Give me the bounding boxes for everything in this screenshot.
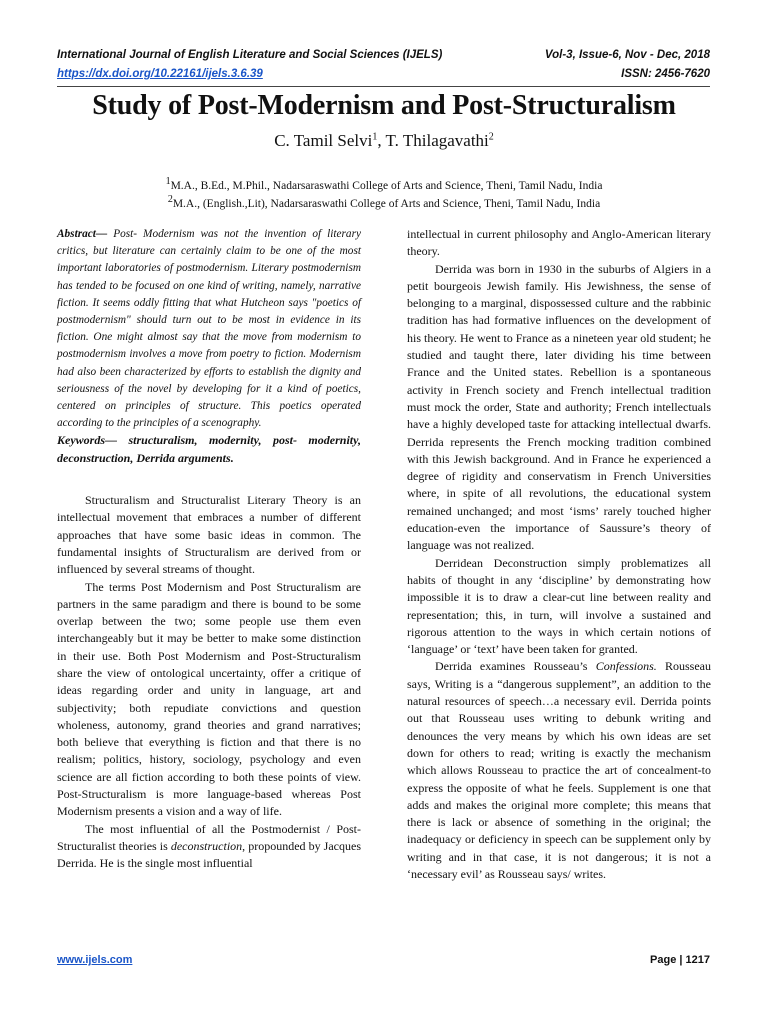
body-paragraph: Structuralism and Structuralist Literary Theory is an intellectual movement that embraces a number of different approaches that have some basic ideas in common. The fundamental insights of Structuralism are derived from or influenced by several streams of thought. (57, 493, 361, 577)
abstract (57, 226, 361, 432)
text-run: Derrida examines Rousseau’s (435, 659, 596, 674)
author-1-sup: 1 (372, 131, 378, 143)
header-rule (57, 86, 710, 87)
paper-title: Study of Post-Modernism and Post-Structuralism (92, 90, 676, 121)
text-run: The most influential of all the Postmodernist / Post-Structuralist theories is (57, 821, 361, 853)
page-number: Page | 1217 (650, 954, 710, 966)
right-column (407, 226, 711, 883)
text-run: , propounded by Jacques Derrida. He is the single most influential (57, 838, 361, 871)
website-link[interactable]: www.ijels.com (57, 954, 133, 966)
affiliation-2-text: M.A., (English.,Lit), Nadarsaraswathi College of Arts and Science, Theni, Tamil Nadu, India (172, 197, 601, 210)
body-paragraph (57, 821, 361, 873)
body-paragraph: The terms Post Modernism and Post Structuralism are partners in the same paradigm and there is bound to be some overlap between the two; some people use them even interchangeably but it may be better to make some distinction in their use. Both Post Modernism and Post-Structuralism share the view of ontological uncertainty, offer a critique of ideas regarding order and unity in language, art and subjectivity; both repudiate convictions and question wholeness, autonomy, grand theories and grand narratives; both believe that everything is fiction and that there is no realism; politics, history, sociology, psychology and even science are all fiction according to both these points of view. Post-Structuralism is more language-based whereas Post Modernism presents a vision and a way of life. (57, 579, 361, 819)
issn: ISSN: 2456-7620 (621, 68, 710, 80)
section-gap (57, 467, 361, 492)
left-column (57, 226, 361, 873)
author-line (0, 131, 768, 151)
affiliation-1-text: M.A., B.Ed., M.Phil., Nadarsaraswathi College of Arts and Science, Theni, Tamil Nadu, India (170, 179, 603, 192)
text-run: Rousseau says, Writing is a “dangerous supplement”, an addition to the natural resources of speech…a necessary evil. Derrida points out that Rousseau uses writing to debunk writing and denounces the very means by which his own ideas are set down for others to read; writing is exactly the mechanism which allows Rousseau to practice the art of concealment-to express the opposite of what he feels. Supplement is one that adds and makes the original more complete; this means that there is lack or absence of something in the original; the inadequacy or deficiency in speech can be supplement only by writing and in that case, it is not dangerous; it is not a ‘necessary evil’ as Rousseau says/ writes. (407, 659, 711, 881)
affiliation-2 (0, 194, 768, 210)
emphasis-text: deconstruction (170, 838, 243, 853)
author-2-sup: 2 (488, 131, 494, 143)
emphasis-text: Confessions. (595, 659, 657, 674)
abstract-label: Abstract— (57, 228, 108, 240)
doi-link[interactable]: https://dx.doi.org/10.22161/ijels.3.6.39 (57, 68, 263, 80)
author-separator: , (377, 131, 386, 150)
affiliation-1-num: 1 (165, 176, 171, 187)
body-paragraph: Derrida was born in 1930 in the suburbs of Algiers in a petit bourgeois Jewish family. His Jewishness, the sense of belonging to a marginal, dispossessed culture and the rabbinic tradition has had formative influences on the development of his theory. He went to France as a nineteen year old student; he studied and taught there, later dividing his time between France and the United states. Rebellion is a spontaneous activity in French society and French intellectual tradition must mock the order, State and authority; French intellectuals have a highly developed taste for attacking intellectual dwarfs. Derrida represents the French mocking tradition combined with this Jewish background. And in France he experienced a degree of rigidity and conservatism in French Universities where, in spite of all revolutions, the educational system remained unchanged; and most ‘isms’ rarely touched higher education-even the importance of Saussure’s theory of language was not realized. (407, 261, 711, 553)
volume-issue: Vol-3, Issue-6, Nov - Dec, 2018 (544, 49, 710, 61)
author-2: T. Thilagavathi (385, 131, 489, 150)
body-paragraph: Derridean Deconstruction simply problematizes all habits of thought in any ‘discipline’ by demonstrating how impossible it is to draw a clear-cut line between reality and representation; this, in turn, will involve a sustained and rigorous attention to the ways in which certain notions of ‘language’ or ‘text’ have been taken for granted. (407, 555, 711, 657)
affiliation-2-num: 2 (167, 194, 173, 205)
journal-name: International Journal of English Literature and Social Sciences (IJELS) (57, 49, 443, 61)
body-paragraph-continued: intellectual in current philosophy and Anglo-American literary theory. (407, 227, 711, 259)
keywords: Keywords— structuralism, modernity, post- modernity, deconstruction, Derrida arguments. (57, 433, 361, 465)
affiliation-1 (0, 176, 768, 192)
author-1: C. Tamil Selvi (274, 131, 373, 150)
abstract-text: Post- Modernism was not the invention of literary critics, but literature can certainly claim to be one of the most important laboratories of postmodernism. Literary postmodernism has tended to be focused on one kind of writing, namely, narrative fiction. It seems oddly fitting that what Hutcheon says "poetics of postmodernism" should turn out to be most in evidence in its fiction. One might almost say that the move from modernism to postmodernism involves a move from poetry to fiction. Modernism had also been characterized by efforts to establish the dignity and seriousness of the novel by developing for it a kind of poetics, centered on principles of structure. This poetics operated according to the principles of a scenography. (57, 228, 361, 430)
body-paragraph (407, 658, 711, 883)
